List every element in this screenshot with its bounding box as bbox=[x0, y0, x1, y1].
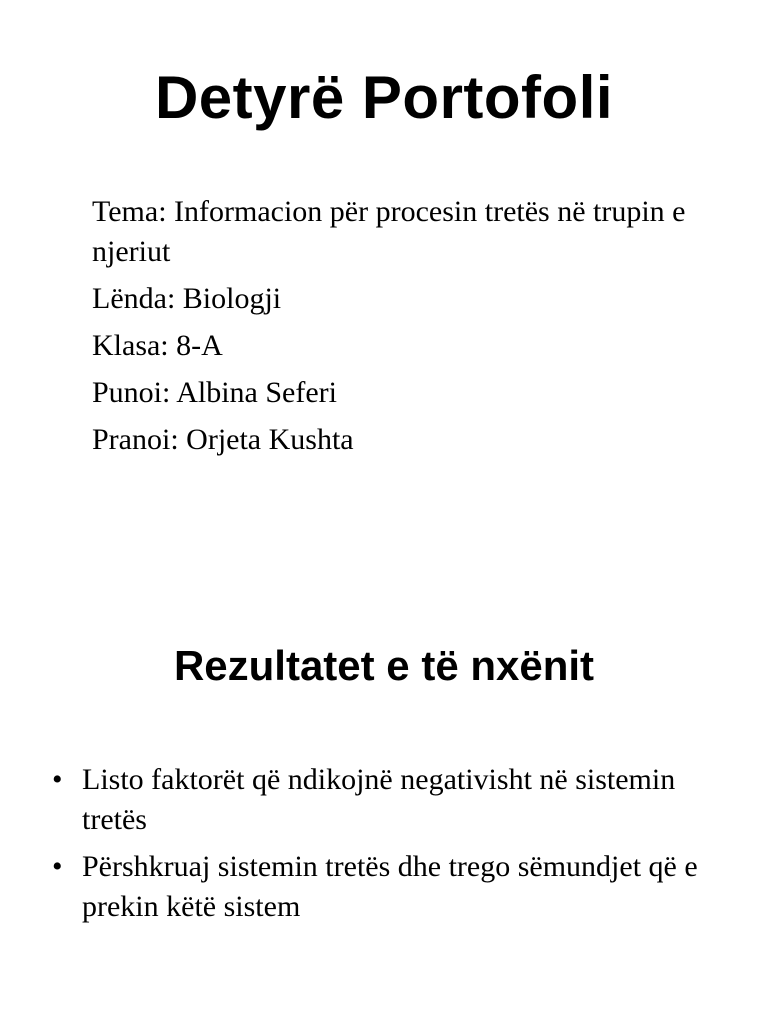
info-line-author: Punoi: Albina Seferi bbox=[92, 376, 337, 409]
slide-title: Detyrë Portofoli bbox=[154, 64, 614, 131]
list-item-text: Listo faktorët që ndikojnë negativisht në sistemin tretës bbox=[82, 763, 676, 836]
list-item bbox=[52, 760, 712, 840]
bullet-list bbox=[52, 760, 712, 934]
list-item bbox=[52, 847, 712, 927]
list-item-text: Përshkruaj sistemin tretës dhe trego sëmundjet që e prekin këtë sistem bbox=[82, 850, 698, 923]
info-line-reviewer: Pranoi: Orjeta Kushta bbox=[92, 423, 354, 456]
info-line-topic: Tema: Informacion për procesin tretës në trupin e njeriut bbox=[92, 195, 686, 268]
slide-title: Rezultatet e të nxënit bbox=[173, 642, 595, 689]
bullet-icon: • bbox=[52, 850, 63, 883]
slide-learning-outcomes bbox=[0, 512, 768, 1024]
info-line-class: Klasa: 8-A bbox=[92, 329, 223, 362]
info-list bbox=[92, 192, 692, 467]
bullet-icon: • bbox=[52, 763, 63, 796]
info-line-subject: Lënda: Biologji bbox=[92, 282, 282, 315]
